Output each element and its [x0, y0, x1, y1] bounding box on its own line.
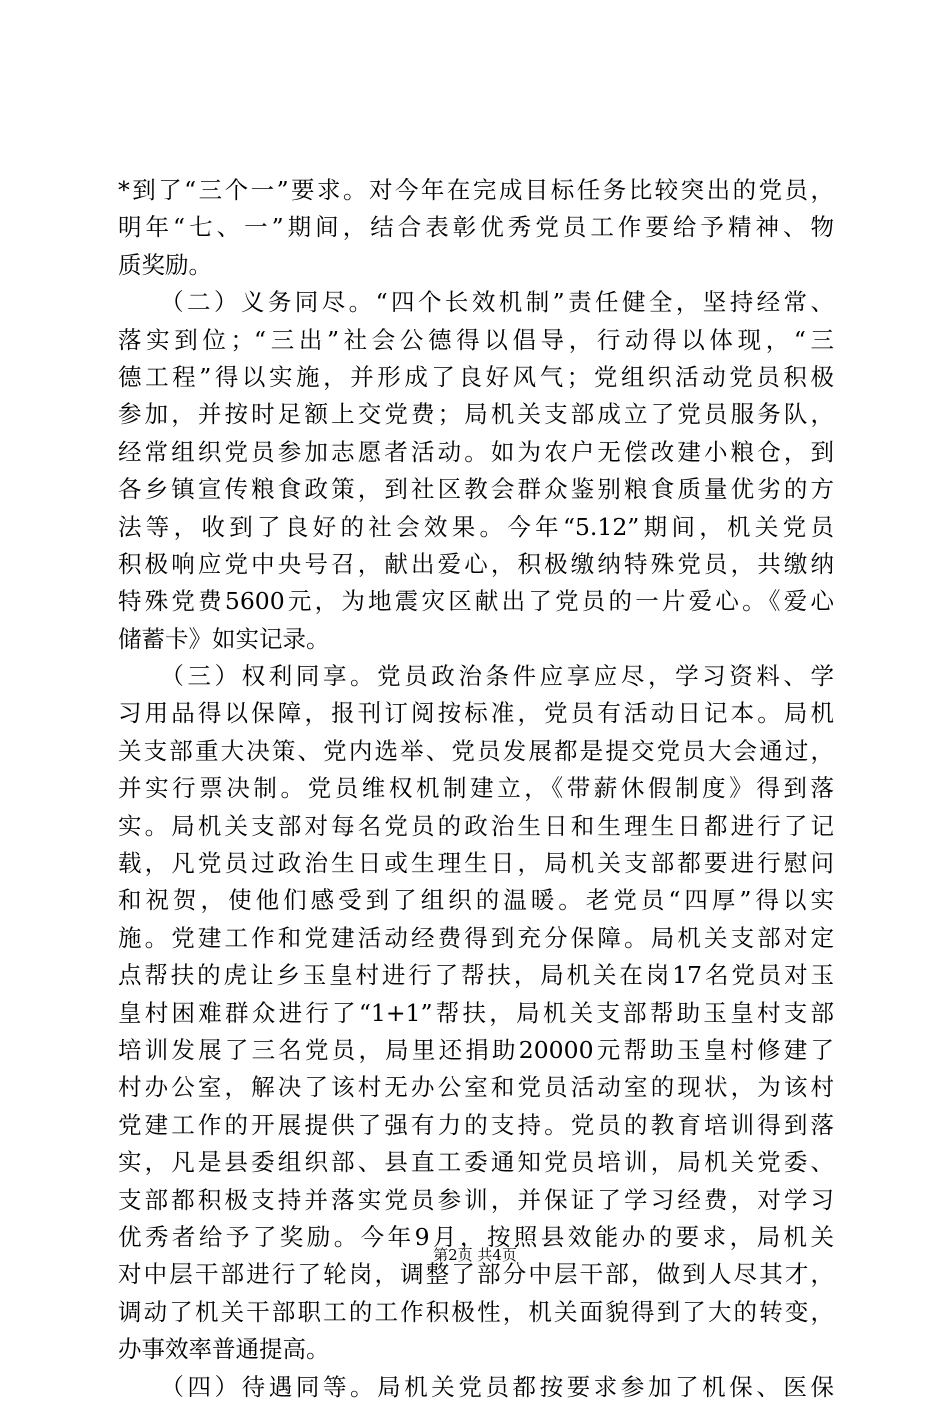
text-line: 落实到位；“三出”社会公德得以倡导，行动得以体现，“三 [118, 325, 834, 354]
text-line: 关支部重大决策、党内选举、党员发展都是提交党员大会通过， [118, 736, 834, 765]
text-line: 支部都积极支持并落实党员参训，并保证了学习经费，对学习 [118, 1185, 834, 1214]
text-line: 实，凡是县委组织部、县直工委通知党员培训，局机关党委、 [118, 1148, 834, 1177]
text-line: 德工程”得以实施，并形成了良好风气；党组织活动党员积极 [118, 362, 834, 391]
text-line: 施。党建工作和党建活动经费得到充分保障。局机关支部对定 [118, 923, 834, 952]
text-line: （四）待遇同等。局机关党员都按要求参加了机保、医保 [118, 1372, 834, 1401]
text-line: 法等，收到了良好的社会效果。今年“5.12”期间，机关党员 [118, 512, 834, 541]
text-line: 储蓄卡》如实记录。 [118, 624, 330, 653]
text-line: 各乡镇宣传粮食政策，到社区教会群众鉴别粮食质量优劣的方 [118, 475, 834, 504]
text-line: *到了“三个一”要求。对今年在完成目标任务比较突出的党员， [118, 176, 834, 204]
text-line: 和祝贺，使他们感受到了组织的温暖。老党员“四厚”得以实 [118, 886, 834, 915]
text-line: 培训发展了三名党员，局里还捐助20000元帮助玉皇村修建了 [118, 1035, 834, 1064]
text-line: 习用品得以保障，报刊订阅按标准，党员有活动日记本。局机 [118, 699, 834, 728]
text-line: 并实行票决制。党员维权机制建立，《带薪休假制度》得到落 [118, 774, 834, 803]
text-line: 点帮扶的虎让乡玉皇村进行了帮扶，局机关在岗17名党员对玉 [118, 961, 834, 990]
text-line: 参加，并按时足额上交党费；局机关支部成立了党员服务队， [118, 400, 834, 429]
text-line: 对中层干部进行了轮岗，调整了部分中层干部，做到人尽其才， [118, 1260, 834, 1289]
text-line: 党建工作的开展提供了强有力的支持。党员的教育培训得到落 [118, 1110, 834, 1139]
text-line: 调动了机关干部职工的工作积极性，机关面貌得到了大的转变， [118, 1297, 834, 1326]
text-line: 特殊党费5600元，为地震灾区献出了党员的一片爱心。《爱心 [118, 587, 834, 616]
text-line: 质奖励。 [118, 250, 212, 279]
text-line: 经常组织党员参加志愿者活动。如为农户无偿改建小粮仓，到 [118, 437, 834, 466]
text-line: 村办公室，解决了该村无办公室和党员活动室的现状，为该村 [118, 1073, 834, 1102]
text-line: 载，凡党员过政治生日或生理生日，局机关支部都要进行慰问 [118, 849, 834, 878]
text-line: 明年“七、一”期间，结合表彰优秀党员工作要给予精神、物 [118, 213, 834, 242]
text-line: 办事效率普通提高。 [118, 1335, 330, 1364]
document-body [118, 172, 834, 1406]
text-line: 皇村困难群众进行了“1+1”帮扶，局机关支部帮助玉皇村支部 [118, 998, 834, 1027]
page-number-footer: 第2页 共4页 [433, 1246, 517, 1264]
text-line: （二）义务同尽。“四个长效机制”责任健全，坚持经常、 [118, 288, 834, 317]
text-line: 实。局机关支部对每名党员的政治生日和生理生日都进行了记 [118, 811, 834, 840]
text-line: （三）权利同享。党员政治条件应享应尽，学习资料、学 [118, 662, 834, 691]
text-line: 积极响应党中央号召，献出爱心，积极缴纳特殊党员，共缴纳 [118, 549, 834, 578]
text-line: 优秀者给予了奖励。今年9月，按照县效能办的要求，局机关 [118, 1222, 834, 1251]
